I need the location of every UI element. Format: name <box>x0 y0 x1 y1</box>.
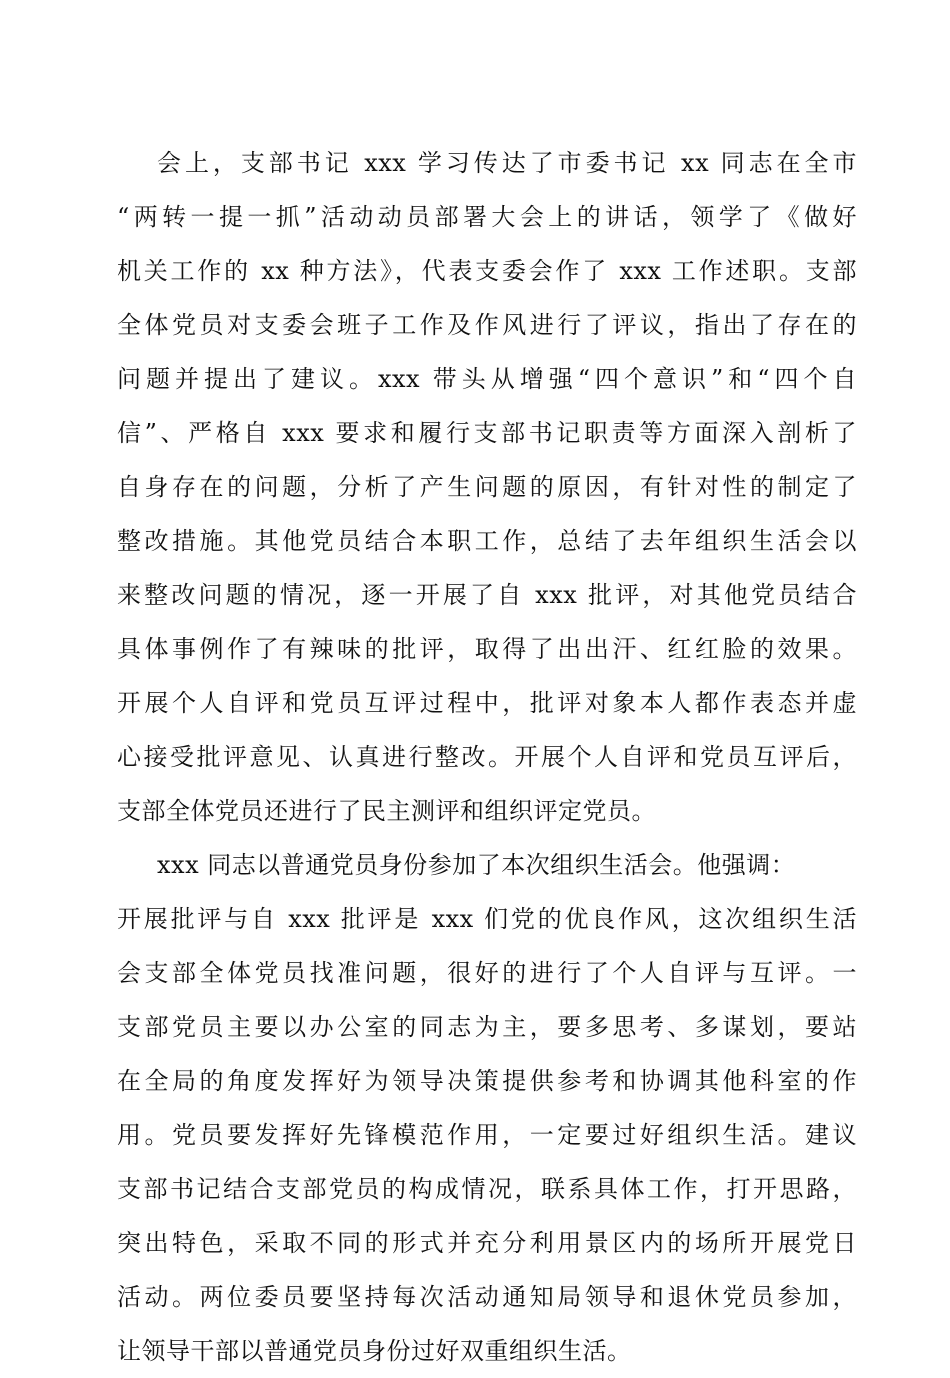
paragraph-1-line-6: 信”、严格自 xxx 要求和履行支部书记职责等方面深入剖析了 <box>117 419 857 447</box>
paragraph-2-line-8: 突出特色，采取不同的形式并充分利用景区内的场所开展党日 <box>117 1229 857 1257</box>
paragraph-1-line-7: 自身存在的问题，分析了产生问题的原因，有针对性的制定了 <box>117 473 857 501</box>
paragraph-1-line-3: 机关工作的 xx 种方法》，代表支委会作了 xxx 工作述职。支部 <box>117 257 857 285</box>
paragraph-2-line-3: 会支部全体党员找准问题，很好的进行了个人自评与互评。一 <box>117 959 857 987</box>
paragraph-2-line-6: 用。党员要发挥好先锋模范作用，一定要过好组织生活。建议 <box>117 1121 857 1149</box>
paragraph-2-line-5: 在全局的角度发挥好为领导决策提供参考和协调其他科室的作 <box>117 1067 857 1095</box>
paragraph-1-line-4: 全体党员对支委会班子工作及作风进行了评议，指出了存在的 <box>117 311 857 339</box>
paragraph-1-line-8: 整改措施。其他党员结合本职工作，总结了去年组织生活会以 <box>117 527 857 555</box>
paragraph-1-line-5: 问题并提出了建议。xxx 带头从增强“四个意识”和“四个自 <box>117 365 857 393</box>
paragraph-1-line-13: 支部全体党员还进行了民主测评和组织评定党员。 <box>117 797 656 825</box>
paragraph-1-line-10: 具体事例作了有辣味的批评，取得了出出汗、红红脸的效果。 <box>117 635 857 663</box>
paragraph-1-line-1: 会上，支部书记 xxx 学习传达了市委书记 xx 同志在全市 <box>157 149 857 177</box>
paragraph-2-line-1: xxx 同志以普通党员身份参加了本次组织生活会。他强调： <box>157 851 796 879</box>
paragraph-2-line-4: 支部党员主要以办公室的同志为主，要多思考、多谋划，要站 <box>117 1013 857 1041</box>
paragraph-2-line-9: 活动。两位委员要坚持每次活动通知局领导和退休党员参加， <box>117 1283 857 1311</box>
paragraph-1-line-12: 心接受批评意见、认真进行整改。开展个人自评和党员互评后， <box>117 743 857 771</box>
paragraph-1-line-11: 开展个人自评和党员互评过程中，批评对象本人都作表态并虚 <box>117 689 857 717</box>
paragraph-2-line-10: 让领导干部以普通党员身份过好双重组织生活。 <box>117 1337 632 1365</box>
paragraph-1-line-9: 来整改问题的情况，逐一开展了自 xxx 批评，对其他党员结合 <box>117 581 857 609</box>
paragraph-2-line-7: 支部书记结合支部党员的构成情况，联系具体工作，打开思路， <box>117 1175 857 1203</box>
paragraph-1-line-2: “两转一提一抓”活动动员部署大会上的讲话，领学了《做好 <box>117 203 857 231</box>
document-body <box>117 136 857 1378</box>
paragraph-2-line-2: 开展批评与自 xxx 批评是 xxx 们党的优良作风，这次组织生活 <box>117 905 857 933</box>
